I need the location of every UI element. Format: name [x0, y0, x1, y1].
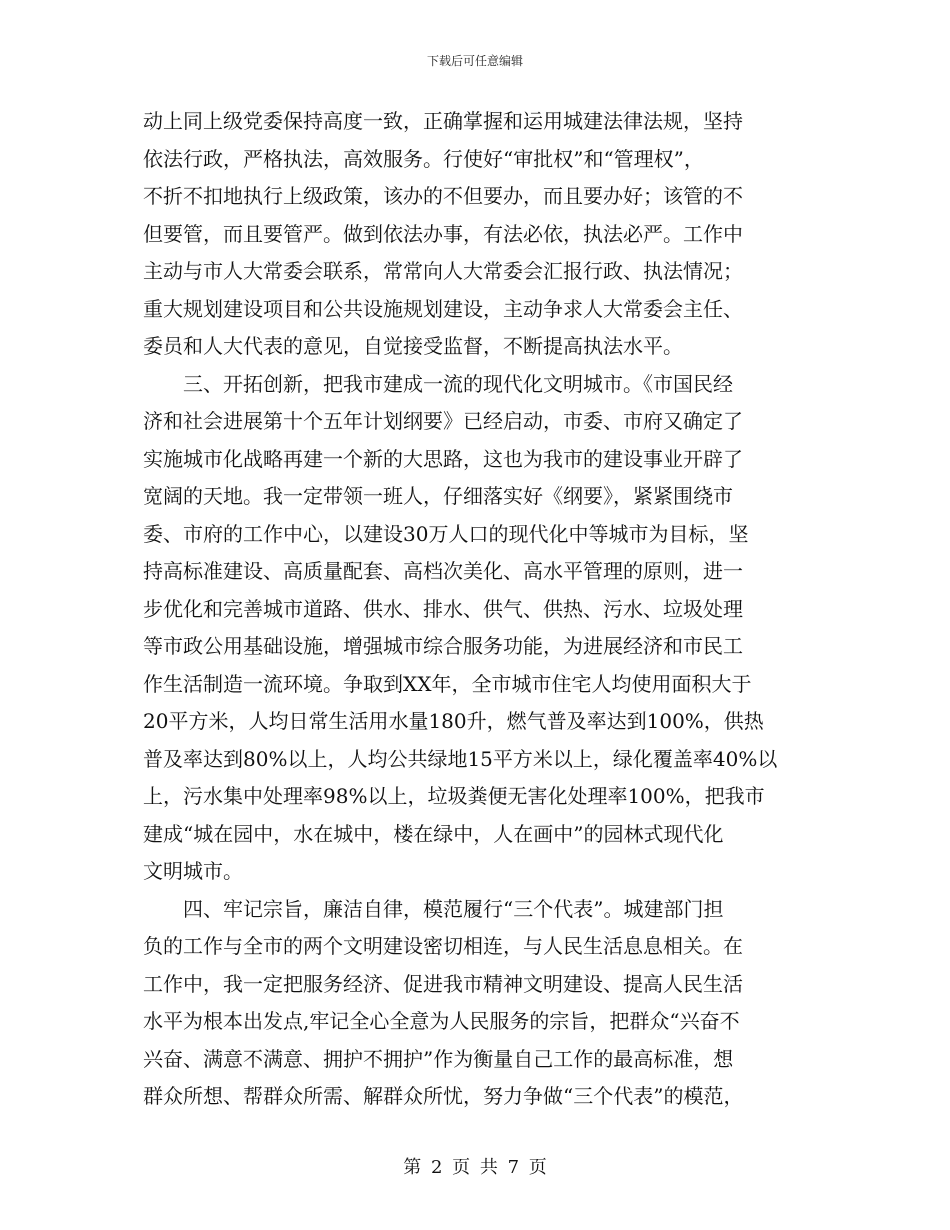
text-line: 步优化和完善城市道路、供水、排水、供气、供热、污水、垃圾处理	[143, 596, 743, 621]
text-line: 负的工作与全市的两个文明建设密切相连，与人民生活息息相关。在	[143, 934, 743, 958]
page-header: 下载后可任意编辑	[426, 54, 523, 68]
text-line: 宽阔的天地。我一定带领一班人，仔细落实好《纲要》，紧紧围绕市	[143, 484, 733, 508]
text-line: 作生活制造一流环境。争取到XX年，全市城市住宅人均使用面积大于	[143, 671, 752, 696]
text-line: 工作中，我一定把服务经济、促进我市精神文明建设、提高人民生活	[143, 971, 743, 996]
text-line: 20平方米，人均日常生活用水量180升，燃气普及率达到100%，供热	[143, 709, 764, 733]
text-line: 动上同上级党委保持高度一致，正确掌握和运用城建法律法规，坚持	[143, 109, 743, 133]
text-line: 实施城市化战略再建一个新的大思路，这也为我市的建设事业开辟了	[143, 446, 743, 471]
text-line: 兴奋、满意不满意、拥护不拥护”作为衡量自己工作的最高标准，想	[143, 1046, 734, 1071]
text-line: 文明城市。	[143, 859, 243, 883]
text-line: 济和社会进展第十个五年计划纲要》已经启动，市委、市府又确定了	[143, 409, 743, 433]
text-line: 重大规划建设项目和公共设施规划建设，主动争求人大常委会主任、	[143, 296, 743, 321]
text-line: 四、牢记宗旨，廉洁自律，模范履行“三个代表”。城建部门担	[143, 896, 724, 921]
page-number-footer: 第 2 页 共 7 页	[403, 1157, 547, 1178]
text-line: 不折不扣地执行上级政策，该办的不但要办，而且要办好；该管的不	[143, 184, 743, 208]
text-line: 三、开拓创新，把我市建成一流的现代化文明城市。《市国民经	[143, 371, 733, 396]
text-line: 群众所想、帮群众所需、解群众所忧，努力争做“三个代表”的模范，	[143, 1084, 744, 1108]
text-line: 普及率达到80%以上，人均公共绿地15平方米以上，绿化覆盖率40%以	[143, 746, 778, 771]
text-line: 等市政公用基础设施，增强城市综合服务功能，为进展经济和市民工	[143, 634, 743, 658]
text-line: 依法行政，严格执法，高效服务。行使好“审批权”和“管理权”，	[143, 146, 704, 171]
text-line: 水平为根本出发点,牢记全心全意为人民服务的宗旨，把群众“兴奋不	[143, 1009, 740, 1033]
text-line: 主动与市人大常委会联系，常常向人大常委会汇报行政、执法情况；	[143, 259, 743, 283]
text-line: 但要管，而且要管严。做到依法办事，有法必依，执法必严。工作中	[143, 221, 743, 246]
text-line: 持高标准建设、高质量配套、高档次美化、高水平管理的原则，进一	[143, 559, 743, 583]
text-line: 建成“城在园中，水在城中，楼在绿中，人在画中”的园林式现代化	[143, 821, 724, 846]
text-line: 委员和人大代表的意见，自觉接受监督，不断提高执法水平。	[143, 334, 683, 358]
text-line: 上，污水集中处理率98%以上，垃圾粪便无害化处理率100%，把我市	[143, 784, 765, 808]
body-text	[143, 103, 810, 1116]
text-line: 委、市府的工作中心，以建设30万人口的现代化中等城市为目标，坚	[143, 521, 749, 546]
